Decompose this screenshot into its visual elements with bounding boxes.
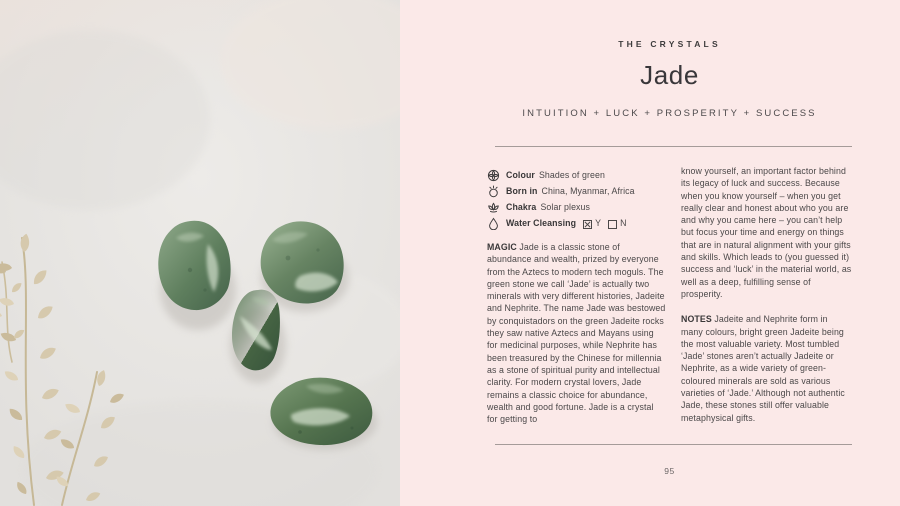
attribute-water-cleansing <box>487 215 666 231</box>
jade-stones-photo <box>0 0 400 506</box>
keywords-subtitle: INTUITION + LUCK + PROSPERITY + SUCCESS <box>522 108 817 119</box>
attribute-label: Born in <box>506 186 538 196</box>
colour-wheel-icon <box>487 169 500 182</box>
crystal-book-page <box>400 0 900 506</box>
attribute-label: Water Cleansing <box>506 218 577 228</box>
page-number: 95 <box>664 466 675 476</box>
notes-label: NOTES <box>681 314 712 325</box>
water-cleansing-yes-checkbox <box>583 220 592 229</box>
top-divider <box>495 146 852 147</box>
attributes-list <box>487 167 666 231</box>
magic-label: MAGIC <box>487 242 517 252</box>
attribute-value: Solar plexus <box>540 202 591 212</box>
bottom-divider <box>495 444 852 445</box>
page-title: Jade <box>640 60 699 90</box>
attribute-chakra <box>487 199 666 215</box>
left-column <box>487 165 666 425</box>
attribute-label: Chakra <box>506 202 537 212</box>
ring-icon <box>487 185 500 198</box>
right-column <box>681 165 852 425</box>
jade-stone-top-left <box>158 221 230 310</box>
magic-paragraph <box>487 241 666 425</box>
attribute-value: China, Myanmar, Africa <box>541 186 635 196</box>
yes-option-label: Y <box>595 218 602 228</box>
attribute-born-in <box>487 183 666 199</box>
notes-text: Jadeite and Nephrite form in many colours, bright green Jadeite being the most valuable variety. Most tumbled ‘Jade’ stones aren’t actually Jadeite or Nephrite, as a wide variety of green-coloured minerals are sold as various varieties of ‘Jade.’ Although not authentic Jade, these stones still offer valuable metaphysical gifts. <box>681 314 845 423</box>
magic-text: Jade is a classic stone of abundance and wealth, prized by everyone from the Aztecs to modern tech moguls. The green stone we call ‘Jade’ is actually two minerals with very different histories, Jadeite and Nephrite. The name Jade was bestowed by conquistadors on the green Jadeite rocks they saw native Aztecs and Mayans using for medicinal purposes, while Nephrite has been treasured by the Chinese for millennia as a stone of spiritual purity and intellectual clarity. For modern crystal lovers, Jade remains a classic choice for abundance, wealth and good fortune. Jade is a crystal for getting to <box>487 242 666 425</box>
water-cleansing-no-checkbox <box>608 220 617 229</box>
notes-paragraph <box>681 313 852 424</box>
lotus-icon <box>487 201 500 214</box>
attribute-label: Colour <box>506 170 535 180</box>
jade-stones-illustration <box>0 0 400 506</box>
attribute-value: Shades of green <box>538 170 606 180</box>
attribute-colour <box>487 167 666 183</box>
section-kicker: THE CRYSTALS <box>618 39 721 49</box>
no-option-label: N <box>620 218 627 228</box>
water-droplet-icon <box>487 217 500 230</box>
text-columns <box>487 165 852 425</box>
continued-paragraph: know yourself, an important factor behind its legacy of luck and success. Because when you know yourself – when you get really clear and honest about who you are and why you came here – you can’t help but focus your time and energy on things that are in natural alignment with your gifts and skills. Which leads to (you guessed it) success and ‘luck’ in the material world, as well as a deep, fulfilling sense of prosperity. <box>681 166 852 299</box>
